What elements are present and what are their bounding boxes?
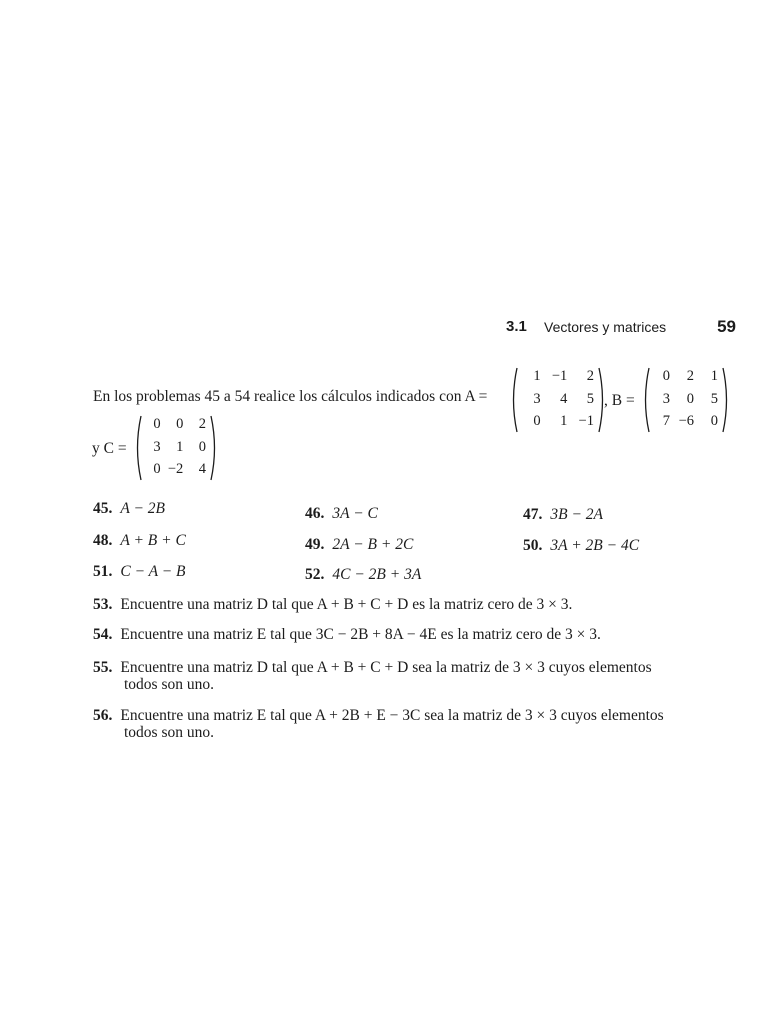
matrix-cell: 0 (533, 413, 541, 430)
problem-52 (305, 566, 421, 584)
problem-46 (305, 505, 378, 523)
matrix-cell: 0 (710, 413, 718, 430)
right-paren (211, 416, 215, 480)
matrix-cell: 0 (662, 368, 670, 384)
problem-number: 51. (93, 563, 113, 580)
problem-53 (93, 596, 572, 614)
matrix-cell: −2 (167, 461, 184, 478)
problem-51 (93, 563, 186, 581)
matrix-cell: −1 (578, 413, 594, 430)
section-number: 3.1 (506, 318, 527, 335)
matrix-cell: 0 (686, 390, 694, 407)
problem-number: 50. (523, 537, 543, 554)
matrix-cell: 4 (198, 461, 206, 478)
right-paren (723, 368, 727, 432)
problem-56 (93, 707, 664, 725)
matrix-b (642, 366, 730, 434)
matrix-cell: 5 (710, 390, 718, 407)
matrix-cell: 0 (153, 416, 161, 432)
matrix-cell: 0 (153, 461, 161, 478)
problem-text: Encuentre una matriz E tal que A + 2B + E − 3C sea la matriz de 3 × 3 cuyos elementos (120, 707, 664, 724)
problem-number: 54. (93, 626, 113, 643)
matrix-cell: 1 (533, 368, 541, 384)
matrix-cell: 2 (586, 368, 594, 384)
running-header (500, 318, 736, 340)
matrix-cell: 5 (586, 390, 594, 407)
problem-number: 53. (93, 596, 113, 613)
problem-number: 56. (93, 707, 113, 724)
problem-55 (93, 659, 652, 677)
matrix-cell: 2 (198, 416, 206, 432)
matrix-cell: 1 (560, 413, 568, 430)
problem-number: 47. (523, 506, 543, 523)
problem-56-continuation: todos son uno. (124, 724, 214, 741)
problem-text: Encuentre una matriz D tal que A + B + C + D es la matriz cero de 3 × 3. (120, 596, 573, 613)
matrix-a (510, 366, 606, 434)
matrix-cell: 1 (176, 438, 184, 455)
problem-number: 46. (305, 505, 325, 522)
matrix-c (134, 414, 218, 482)
problem-55-continuation: todos son uno. (124, 676, 214, 693)
problem-49 (305, 536, 413, 554)
matrix-b-label: , B = (604, 392, 635, 409)
problem-expression: 2A − B + 2C (332, 536, 414, 553)
matrix-cell: 1 (710, 368, 718, 384)
matrix-cell: −6 (678, 413, 694, 430)
problem-text: Encuentre una matriz D tal que A + B + C + D sea la matriz de 3 × 3 cuyos elementos (120, 659, 652, 676)
problem-expression: A + B + C (120, 532, 186, 549)
problem-50 (523, 537, 639, 555)
matrix-cell: 4 (560, 390, 568, 407)
problem-number: 55. (93, 659, 113, 676)
matrix-cell: 3 (153, 438, 161, 455)
problem-number: 45. (93, 500, 113, 517)
matrix-cell: 0 (198, 438, 206, 455)
problem-number: 52. (305, 566, 325, 583)
problem-intro: En los problemas 45 a 54 realice los cálculos indicados con A = (93, 388, 488, 405)
problem-expression: 3A + 2B − 4C (550, 537, 640, 554)
problem-expression: 4C − 2B + 3A (332, 566, 422, 583)
problem-expression: C − A − B (120, 563, 186, 580)
problem-54 (93, 626, 601, 644)
matrix-cell: −1 (551, 368, 568, 384)
problem-48 (93, 532, 186, 550)
matrix-cell: 3 (533, 390, 541, 407)
matrix-cell: 0 (176, 416, 184, 432)
problem-number: 49. (305, 536, 325, 553)
right-paren (599, 368, 603, 432)
matrix-cell: 2 (686, 368, 694, 384)
matrix-cell: 3 (662, 390, 670, 407)
problem-expression: A − 2B (120, 500, 165, 517)
problem-45 (93, 500, 165, 518)
problem-text: Encuentre una matriz E tal que 3C − 2B + 8A − 4E es la matriz cero de 3 × 3. (120, 626, 601, 643)
problem-expression: 3A − C (332, 505, 378, 522)
matrix-c-label: y C = (92, 440, 127, 457)
page-number: 59 (717, 317, 736, 336)
problem-number: 48. (93, 532, 113, 549)
matrix-cell: 7 (662, 413, 670, 430)
section-title: Vectores y matrices (544, 319, 667, 335)
problem-47 (523, 506, 603, 524)
problem-expression: 3B − 2A (550, 506, 604, 523)
